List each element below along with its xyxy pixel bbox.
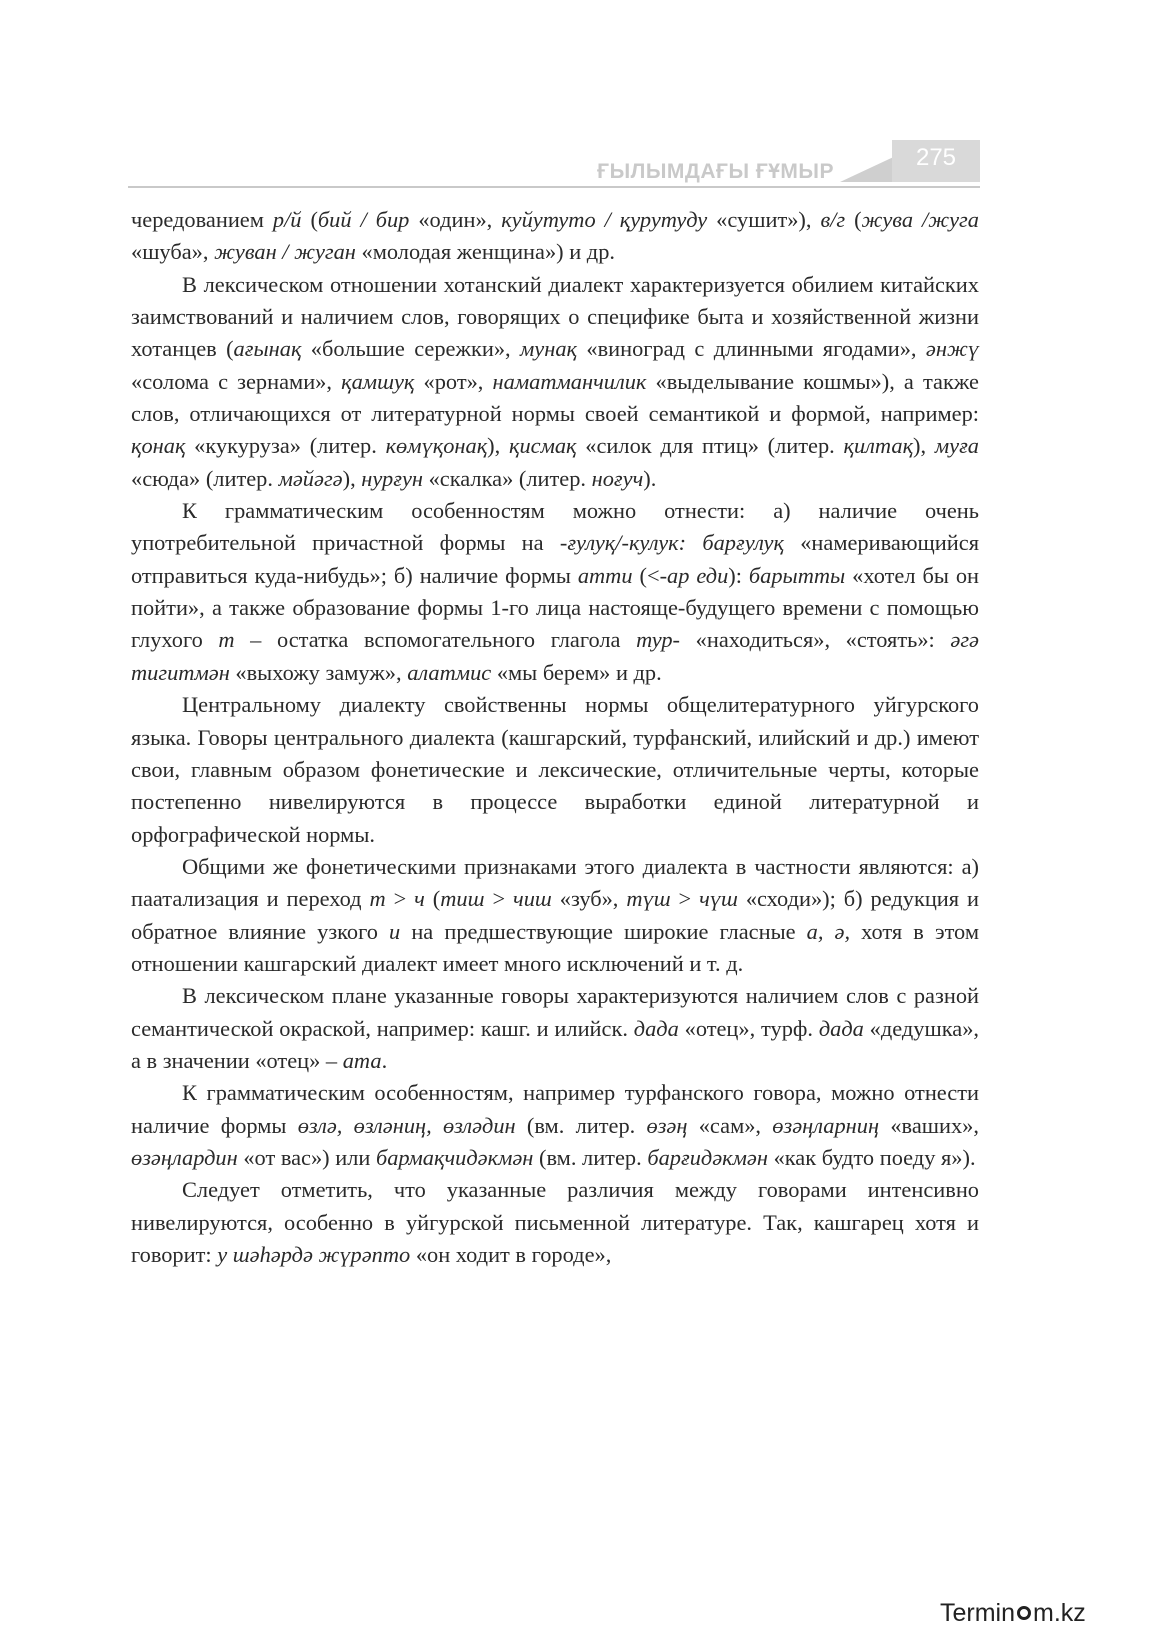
running-header [128,136,980,188]
journal-title: ҒЫЛЫМДАҒЫ ҒҰМЫР [597,160,834,183]
paragraph: В лексическом отношении хотанский диалект характеризуется обилием китайских заимствований и наличием слов, говорящих о специфике быта и хозяйственной жизни хотанцев (ағынақ «большие сережки», мунақ «виноград с длинными ягодами», әнжү «солома с зернами», қамшуқ «рот», наматманчилик «выделывание кошмы»), а также слов, отличающихся от литературной нормы своей семантикой и формой, например: қонақ «кукуруза» (литер. көмүқонақ), қисмақ «силок для птиц» (литер. қилтақ), муға «сюда» (литер. мәйәгә), нурғун «скалка» (литер. ноғуч). [131,271,980,491]
paragraph: К грамматическим особенностям, например турфанского говора, можно отнести наличие формы өзлә, өзләниң, өзләдин (вм. литер. өзәң «сам», өзәңларниң «ваших», өзәңлардин «от вас») или бармақчидәкмән (вм. литер. барғидәкмән «как будто поеду я»). [131,1080,979,1170]
paragraph: чередованием р/й (бий / бир «один», куйутуто / қурутуду «сушит»), в/г (жува /жуга «шуба», жуван / жуган «молодая женщина») и др. [131,207,979,265]
body-text [131,204,979,1271]
paragraph: Центральному диалекту свойственны нормы общелитературного уйгурского языка. Говоры центрального диалекта (кашгарский, турфанский, илийский и др.) имеют свои, главным образом фонетические и лексические, отличительные черты, которые постепенно нивелируются в процессе выработки единой литературной и орфографической нормы. [131,692,979,847]
paragraph: В лексическом плане указанные говоры характеризуются наличием слов с разной семантической окраской, например: кашг. и илийск. дада «отец», турф. дада «дедушка», а в значении «отец» – ата. [131,983,979,1073]
page-number: 275 [915,144,957,171]
paragraph: К грамматическим особенностям можно отнести: а) наличие очень употребительной причастной формы на -ғулуқ/-кулук: барғулуқ «намеривающийся отправиться куда-нибудь»; б) наличие формы атти (<-ар еди): барытты «хотел бы он пойти», а также образование формы 1-го лица настояще-будущего времени с помощью глухого т – остатка вспомогательного глагола тур- «находиться», «стоять»: әгә тигитмән «выхожу замуж», алатмис «мы берем» и др. [131,498,980,685]
logo-o-icon [1017,1606,1031,1620]
logo-text-suffix: m.kz [1033,1598,1086,1627]
paragraph: Следует отметить, что указанные различия между говорами интенсивно нивелируются, особенно в уйгурской письменной литературе. Так, кашгарец хотя и говорит: у шәһәрдә жүрәпто «он ходит в городе», [131,1177,979,1267]
header-rule [128,186,980,188]
paragraph: Общими же фонетическими признаками этого диалекта в частности являются: а) паатализация и переход т > ч (тиш > чиш «зуб», түш > чүш «сходи»); б) редукция и обратное влияние узкого и на предшествующие широкие гласные а, ә, хотя в этом отношении кашгарский диалект имеет много исключений и т. д. [131,853,980,976]
termincom-logo [940,1598,1140,1632]
logo-text-prefix: Termin [940,1598,1016,1627]
